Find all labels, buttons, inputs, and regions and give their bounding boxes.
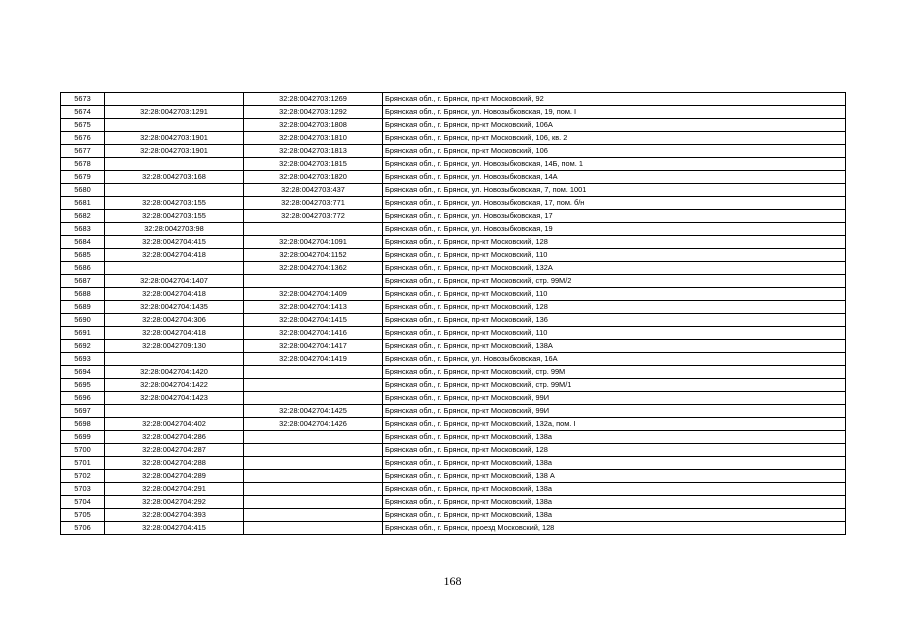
premises-cadastral-number-cell: 32:28:0042703:1820 bbox=[244, 171, 383, 184]
row-number-cell: 5688 bbox=[61, 288, 105, 301]
row-number-cell: 5690 bbox=[61, 314, 105, 327]
table-row bbox=[61, 197, 846, 210]
cadastral-number-cell: 32:28:0042704:402 bbox=[105, 418, 244, 431]
row-number-cell: 5706 bbox=[61, 522, 105, 535]
address-cell: Брянская обл., г. Брянск, пр-кт Московский, 138а bbox=[383, 496, 846, 509]
table-row bbox=[61, 158, 846, 171]
premises-cadastral-number-cell bbox=[244, 483, 383, 496]
table-row bbox=[61, 210, 846, 223]
cadastral-registry-table bbox=[60, 92, 846, 535]
row-number-cell: 5704 bbox=[61, 496, 105, 509]
premises-cadastral-number-cell: 32:28:0042704:1415 bbox=[244, 314, 383, 327]
table-row bbox=[61, 93, 846, 106]
address-cell: Брянская обл., г. Брянск, пр-кт Московский, 99И bbox=[383, 405, 846, 418]
table-row bbox=[61, 236, 846, 249]
address-cell: Брянская обл., г. Брянск, ул. Новозыбковская, 16А bbox=[383, 353, 846, 366]
table-row bbox=[61, 366, 846, 379]
address-cell: Брянская обл., г. Брянск, пр-кт Московский, 138а bbox=[383, 509, 846, 522]
address-cell: Брянская обл., г. Брянск, ул. Новозыбковская, 14А bbox=[383, 171, 846, 184]
premises-cadastral-number-cell: 32:28:0042703:1808 bbox=[244, 119, 383, 132]
row-number-cell: 5695 bbox=[61, 379, 105, 392]
table-row bbox=[61, 405, 846, 418]
cadastral-number-cell: 32:28:0042703:98 bbox=[105, 223, 244, 236]
row-number-cell: 5702 bbox=[61, 470, 105, 483]
cadastral-number-cell: 32:28:0042704:418 bbox=[105, 249, 244, 262]
address-cell: Брянская обл., г. Брянск, пр-кт Московский, стр. 99М/2 bbox=[383, 275, 846, 288]
address-cell: Брянская обл., г. Брянск, пр-кт Московский, 110 bbox=[383, 327, 846, 340]
address-cell: Брянская обл., г. Брянск, пр-кт Московский, 106 bbox=[383, 145, 846, 158]
table-row bbox=[61, 496, 846, 509]
address-cell: Брянская обл., г. Брянск, проезд Московский, 128 bbox=[383, 522, 846, 535]
table-row bbox=[61, 171, 846, 184]
address-cell: Брянская обл., г. Брянск, пр-кт Московский, 106, кв. 2 bbox=[383, 132, 846, 145]
cadastral-number-cell bbox=[105, 184, 244, 197]
table-row bbox=[61, 223, 846, 236]
cadastral-number-cell: 32:28:0042704:286 bbox=[105, 431, 244, 444]
table-row bbox=[61, 249, 846, 262]
cadastral-number-cell: 32:28:0042703:1291 bbox=[105, 106, 244, 119]
row-number-cell: 5689 bbox=[61, 301, 105, 314]
table-row bbox=[61, 457, 846, 470]
premises-cadastral-number-cell: 32:28:0042704:1091 bbox=[244, 236, 383, 249]
row-number-cell: 5680 bbox=[61, 184, 105, 197]
cadastral-number-cell: 32:28:0042704:1420 bbox=[105, 366, 244, 379]
cadastral-number-cell: 32:28:0042704:292 bbox=[105, 496, 244, 509]
cadastral-number-cell bbox=[105, 405, 244, 418]
cadastral-number-cell: 32:28:0042704:289 bbox=[105, 470, 244, 483]
premises-cadastral-number-cell: 32:28:0042703:772 bbox=[244, 210, 383, 223]
table-row bbox=[61, 275, 846, 288]
address-cell: Брянская обл., г. Брянск, пр-кт Московский, 138а bbox=[383, 483, 846, 496]
table-row bbox=[61, 262, 846, 275]
premises-cadastral-number-cell bbox=[244, 366, 383, 379]
cadastral-number-cell bbox=[105, 158, 244, 171]
premises-cadastral-number-cell bbox=[244, 457, 383, 470]
premises-cadastral-number-cell: 32:28:0042704:1426 bbox=[244, 418, 383, 431]
cadastral-number-cell: 32:28:0042703:1901 bbox=[105, 145, 244, 158]
premises-cadastral-number-cell: 32:28:0042704:1413 bbox=[244, 301, 383, 314]
row-number-cell: 5682 bbox=[61, 210, 105, 223]
address-cell: Брянская обл., г. Брянск, пр-кт Московский, 110 bbox=[383, 288, 846, 301]
table-row bbox=[61, 119, 846, 132]
table-row bbox=[61, 522, 846, 535]
address-cell: Брянская обл., г. Брянск, пр-кт Московский, 138а bbox=[383, 431, 846, 444]
cadastral-number-cell: 32:28:0042703:155 bbox=[105, 197, 244, 210]
address-cell: Брянская обл., г. Брянск, пр-кт Московский, 128 bbox=[383, 301, 846, 314]
page-number: 168 bbox=[443, 574, 462, 588]
row-number-cell: 5700 bbox=[61, 444, 105, 457]
premises-cadastral-number-cell bbox=[244, 444, 383, 457]
table-row bbox=[61, 431, 846, 444]
cadastral-number-cell: 32:28:0042703:1901 bbox=[105, 132, 244, 145]
address-cell: Брянская обл., г. Брянск, пр-кт Московский, стр. 99М bbox=[383, 366, 846, 379]
cadastral-number-cell bbox=[105, 353, 244, 366]
table-row bbox=[61, 106, 846, 119]
address-cell: Брянская обл., г. Брянск, ул. Новозыбковская, 19, пом. I bbox=[383, 106, 846, 119]
table-row bbox=[61, 353, 846, 366]
premises-cadastral-number-cell: 32:28:0042704:1409 bbox=[244, 288, 383, 301]
cadastral-number-cell: 32:28:0042704:288 bbox=[105, 457, 244, 470]
premises-cadastral-number-cell: 32:28:0042704:1416 bbox=[244, 327, 383, 340]
premises-cadastral-number-cell: 32:28:0042704:1362 bbox=[244, 262, 383, 275]
premises-cadastral-number-cell: 32:28:0042703:1813 bbox=[244, 145, 383, 158]
row-number-cell: 5675 bbox=[61, 119, 105, 132]
address-cell: Брянская обл., г. Брянск, пр-кт Московский, 106А bbox=[383, 119, 846, 132]
address-cell: Брянская обл., г. Брянск, пр-кт Московский, 128 bbox=[383, 236, 846, 249]
row-number-cell: 5699 bbox=[61, 431, 105, 444]
cadastral-number-cell bbox=[105, 262, 244, 275]
row-number-cell: 5686 bbox=[61, 262, 105, 275]
cadastral-number-cell: 32:28:0042703:155 bbox=[105, 210, 244, 223]
table-row bbox=[61, 379, 846, 392]
premises-cadastral-number-cell: 32:28:0042704:1419 bbox=[244, 353, 383, 366]
address-cell: Брянская обл., г. Брянск, пр-кт Московский, 136 bbox=[383, 314, 846, 327]
row-number-cell: 5691 bbox=[61, 327, 105, 340]
premises-cadastral-number-cell bbox=[244, 223, 383, 236]
premises-cadastral-number-cell: 32:28:0042703:771 bbox=[244, 197, 383, 210]
table-row bbox=[61, 327, 846, 340]
premises-cadastral-number-cell bbox=[244, 379, 383, 392]
address-cell: Брянская обл., г. Брянск, пр-кт Московский, 132А bbox=[383, 262, 846, 275]
table-row bbox=[61, 288, 846, 301]
table-row bbox=[61, 132, 846, 145]
registry-table-body bbox=[61, 93, 846, 535]
row-number-cell: 5694 bbox=[61, 366, 105, 379]
cadastral-number-cell: 32:28:0042704:415 bbox=[105, 522, 244, 535]
cadastral-number-cell: 32:28:0042704:1423 bbox=[105, 392, 244, 405]
premises-cadastral-number-cell bbox=[244, 470, 383, 483]
cadastral-number-cell: 32:28:0042704:287 bbox=[105, 444, 244, 457]
premises-cadastral-number-cell bbox=[244, 275, 383, 288]
table-row bbox=[61, 444, 846, 457]
address-cell: Брянская обл., г. Брянск, пр-кт Московский, 92 bbox=[383, 93, 846, 106]
cadastral-number-cell: 32:28:0042704:1435 bbox=[105, 301, 244, 314]
premises-cadastral-number-cell bbox=[244, 509, 383, 522]
table-row bbox=[61, 314, 846, 327]
table-row bbox=[61, 470, 846, 483]
cadastral-number-cell: 32:28:0042704:418 bbox=[105, 327, 244, 340]
table-row bbox=[61, 145, 846, 158]
premises-cadastral-number-cell: 32:28:0042703:437 bbox=[244, 184, 383, 197]
table-row bbox=[61, 509, 846, 522]
address-cell: Брянская обл., г. Брянск, ул. Новозыбковская, 7, пом. 1001 bbox=[383, 184, 846, 197]
cadastral-number-cell: 32:28:0042709:130 bbox=[105, 340, 244, 353]
premises-cadastral-number-cell bbox=[244, 522, 383, 535]
premises-cadastral-number-cell bbox=[244, 431, 383, 444]
cadastral-number-cell: 32:28:0042704:1422 bbox=[105, 379, 244, 392]
row-number-cell: 5676 bbox=[61, 132, 105, 145]
row-number-cell: 5703 bbox=[61, 483, 105, 496]
address-cell: Брянская обл., г. Брянск, пр-кт Московский, 138А bbox=[383, 340, 846, 353]
row-number-cell: 5681 bbox=[61, 197, 105, 210]
premises-cadastral-number-cell: 32:28:0042703:1292 bbox=[244, 106, 383, 119]
address-cell: Брянская обл., г. Брянск, ул. Новозыбковская, 14Б, пом. 1 bbox=[383, 158, 846, 171]
cadastral-number-cell: 32:28:0042703:168 bbox=[105, 171, 244, 184]
table-row bbox=[61, 301, 846, 314]
premises-cadastral-number-cell bbox=[244, 496, 383, 509]
address-cell: Брянская обл., г. Брянск, пр-кт Московский, 132а, пом. I bbox=[383, 418, 846, 431]
address-cell: Брянская обл., г. Брянск, ул. Новозыбковская, 19 bbox=[383, 223, 846, 236]
row-number-cell: 5674 bbox=[61, 106, 105, 119]
table-row bbox=[61, 392, 846, 405]
row-number-cell: 5697 bbox=[61, 405, 105, 418]
row-number-cell: 5678 bbox=[61, 158, 105, 171]
row-number-cell: 5705 bbox=[61, 509, 105, 522]
row-number-cell: 5679 bbox=[61, 171, 105, 184]
cadastral-number-cell bbox=[105, 119, 244, 132]
address-cell: Брянская обл., г. Брянск, пр-кт Московский, 128 bbox=[383, 444, 846, 457]
cadastral-number-cell: 32:28:0042704:1407 bbox=[105, 275, 244, 288]
row-number-cell: 5685 bbox=[61, 249, 105, 262]
cadastral-number-cell: 32:28:0042704:306 bbox=[105, 314, 244, 327]
row-number-cell: 5701 bbox=[61, 457, 105, 470]
row-number-cell: 5698 bbox=[61, 418, 105, 431]
cadastral-number-cell bbox=[105, 93, 244, 106]
table-row bbox=[61, 184, 846, 197]
premises-cadastral-number-cell: 32:28:0042703:1810 bbox=[244, 132, 383, 145]
premises-cadastral-number-cell: 32:28:0042703:1269 bbox=[244, 93, 383, 106]
row-number-cell: 5677 bbox=[61, 145, 105, 158]
address-cell: Брянская обл., г. Брянск, пр-кт Московский, 110 bbox=[383, 249, 846, 262]
row-number-cell: 5692 bbox=[61, 340, 105, 353]
cadastral-number-cell: 32:28:0042704:415 bbox=[105, 236, 244, 249]
row-number-cell: 5687 bbox=[61, 275, 105, 288]
address-cell: Брянская обл., г. Брянск, пр-кт Московский, 99И bbox=[383, 392, 846, 405]
premises-cadastral-number-cell: 32:28:0042704:1152 bbox=[244, 249, 383, 262]
address-cell: Брянская обл., г. Брянск, ул. Новозыбковская, 17, пом. б/н bbox=[383, 197, 846, 210]
premises-cadastral-number-cell bbox=[244, 392, 383, 405]
address-cell: Брянская обл., г. Брянск, ул. Новозыбковская, 17 bbox=[383, 210, 846, 223]
row-number-cell: 5693 bbox=[61, 353, 105, 366]
address-cell: Брянская обл., г. Брянск, пр-кт Московский, 138а bbox=[383, 457, 846, 470]
address-cell: Брянская обл., г. Брянск, пр-кт Московский, стр. 99М/1 bbox=[383, 379, 846, 392]
cadastral-number-cell: 32:28:0042704:418 bbox=[105, 288, 244, 301]
cadastral-number-cell: 32:28:0042704:393 bbox=[105, 509, 244, 522]
address-cell: Брянская обл., г. Брянск, пр-кт Московский, 138 А bbox=[383, 470, 846, 483]
table-row bbox=[61, 418, 846, 431]
premises-cadastral-number-cell: 32:28:0042703:1815 bbox=[244, 158, 383, 171]
premises-cadastral-number-cell: 32:28:0042704:1417 bbox=[244, 340, 383, 353]
row-number-cell: 5683 bbox=[61, 223, 105, 236]
row-number-cell: 5684 bbox=[61, 236, 105, 249]
row-number-cell: 5696 bbox=[61, 392, 105, 405]
table-row bbox=[61, 340, 846, 353]
cadastral-number-cell: 32:28:0042704:291 bbox=[105, 483, 244, 496]
row-number-cell: 5673 bbox=[61, 93, 105, 106]
premises-cadastral-number-cell: 32:28:0042704:1425 bbox=[244, 405, 383, 418]
table-row bbox=[61, 483, 846, 496]
